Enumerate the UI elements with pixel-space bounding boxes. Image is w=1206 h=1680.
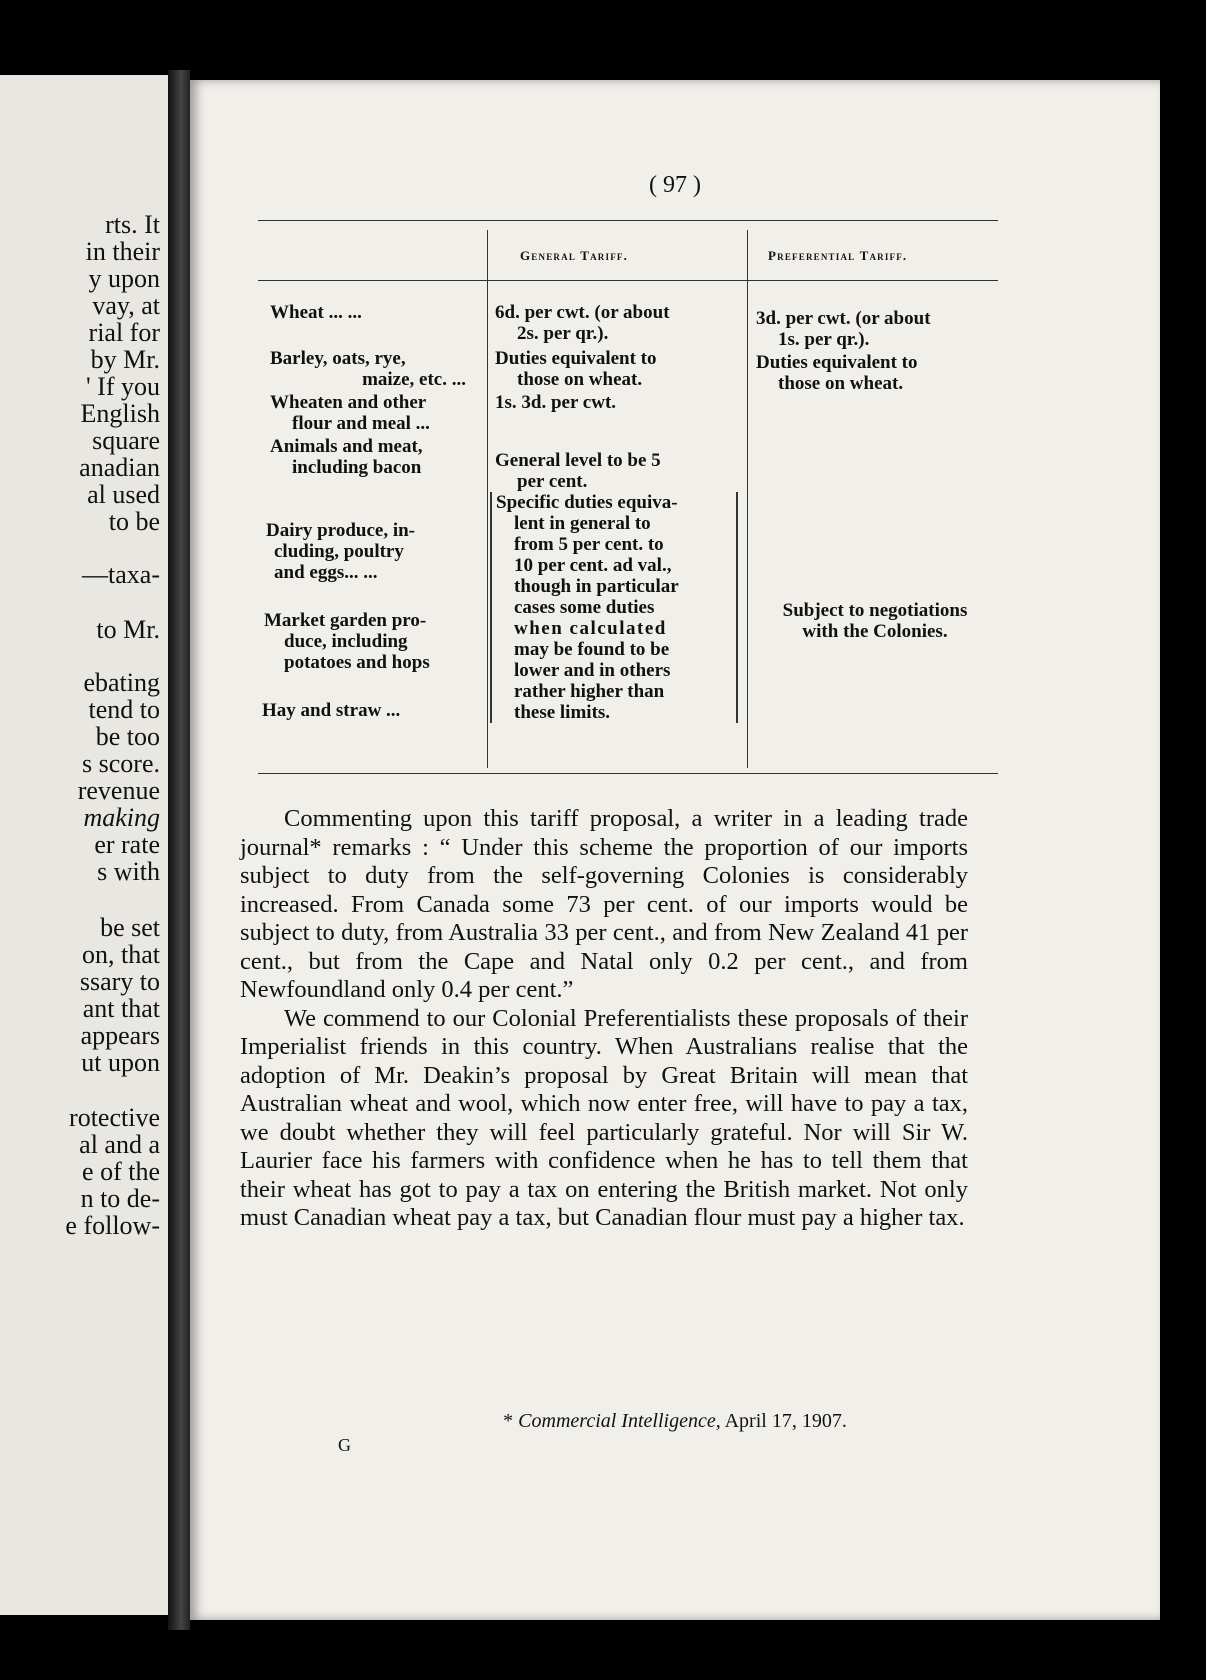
table-divider-2 (747, 230, 748, 768)
left-page-line: ut upon (81, 1048, 160, 1077)
left-page-line: —taxa- (82, 560, 160, 589)
left-page-line: s with (97, 857, 160, 886)
left-page-line: appears (80, 1021, 160, 1050)
general-flour: 1s. 3d. per cwt. (495, 392, 617, 413)
footnote (190, 1410, 1160, 1433)
left-page-line: vay, at (92, 291, 160, 320)
footnote-marker: * (503, 1410, 514, 1432)
footnote-date: April 17, 1907. (724, 1410, 847, 1432)
tariff-item-dairy: Dairy produce, in- cluding, poultry and eggs... ... (266, 520, 416, 583)
left-page-line: y upon (88, 264, 160, 293)
left-page-line: to Mr. (96, 615, 160, 644)
left-page-line: in their (85, 237, 160, 266)
left-page-line: s score. (82, 749, 160, 778)
general-animals: General level to be 5 per cent. (495, 450, 661, 492)
left-page-line: e follow- (65, 1211, 160, 1240)
left-page-line: tend to (88, 695, 160, 724)
left-page-line: ssary to (79, 967, 160, 996)
page-number: ( 97 ) (649, 172, 701, 198)
left-page-line: ebating (83, 668, 160, 697)
paragraph-commenting: Commenting upon this tariff proposal, a writer in a leading trade journal* remarks : “ Under this scheme the proportion of our imports subject to duty from the self-governing Colonies is considerably increased. From Canada some 73 per cent. of our imports would be subject to duty, from Australia 33 per cent., and from New Zealand 41 per cent., but from the Cape and Natal only 0.2 per cent., and from Newfoundland only 0.4 per cent.” (240, 805, 968, 1003)
paragraph-commend: We commend to our Colonial Preferentialists these proposals of their Imperialist friends in this country. When Australians realise that the adoption of Mr. Deakin’s proposal by Great Britain will mean that Australian wheat and wool, which now enter free, will have to pay a tax, we doubt whether they will feel particularly grateful. Nor will Sir W. Laurier face his farmers with confidence when he has to tell them that their wheat has got to pay a tax on entering the British market. Not only must Canadian wheat pay a tax, but Canadian flour must pay a higher tax. (240, 1004, 968, 1231)
footnote-source: Commercial Intelligence, (518, 1410, 721, 1432)
tariff-item-hay: Hay and straw ... (262, 700, 401, 721)
left-page-line: er rate (94, 830, 160, 859)
left-page-line: be too (95, 722, 160, 751)
left-page-line: rial for (88, 318, 160, 347)
general-barley: Duties equivalent to those on wheat. (495, 348, 657, 390)
left-page-line: al and a (79, 1130, 160, 1159)
general-specific-duties: Specific duties equiva- lent in general to from 5 per cent. to 10 per cent. ad val., though in particular cases some duties when calculated may be found to be lower and in others rather higher than these limits. (490, 492, 738, 723)
tariff-item-animals: Animals and meat, including bacon (270, 436, 423, 478)
right-page (190, 80, 1160, 1620)
left-page-line: to be (108, 507, 160, 536)
left-page-line: ant that (82, 994, 160, 1023)
tariff-item-barley: Barley, oats, rye, maize, etc. ... (270, 348, 466, 390)
tariff-item-market-garden: Market garden pro- duce, including potatoes and hops (264, 610, 430, 673)
left-page-line: e of the (82, 1157, 160, 1186)
left-page-line: square (92, 426, 160, 455)
left-page-fragment (0, 75, 174, 1615)
table-divider-1 (487, 230, 488, 768)
book-gutter (168, 70, 190, 1630)
table-top-rule (258, 220, 998, 221)
column-header-general: General Tariff. (520, 248, 629, 263)
left-page-line: rotective (69, 1103, 160, 1132)
left-page-line: making (83, 803, 160, 832)
table-bottom-rule (258, 773, 998, 774)
left-page-line: ' If you (85, 372, 160, 401)
left-page-line: n to de- (80, 1184, 160, 1213)
left-page-line: be set (100, 913, 160, 942)
preferential-wheat: 3d. per cwt. (or about 1s. per qr.). (756, 308, 931, 350)
left-page-line: English (80, 399, 160, 428)
preferential-barley: Duties equivalent to those on wheat. (756, 352, 918, 394)
tariff-item-flour: Wheaten and other flour and meal ... (270, 392, 430, 434)
signature-mark: G (338, 1435, 351, 1455)
left-page-line: al used (87, 480, 160, 509)
tariff-item-wheat: Wheat ... ... (270, 302, 362, 323)
column-header-preferential: Preferential Tariff. (768, 248, 908, 263)
preferential-negotiations: Subject to negotiations with the Colonies. (782, 600, 968, 642)
left-page-line: on, that (82, 940, 160, 969)
left-page-line: revenue (77, 776, 160, 805)
left-page-line: rts. It (105, 210, 160, 239)
general-wheat: 6d. per cwt. (or about 2s. per qr.). (495, 302, 670, 344)
table-header-rule (258, 280, 998, 281)
left-page-line: by Mr. (90, 345, 160, 374)
left-page-line: anadian (79, 453, 160, 482)
body-text (240, 805, 968, 1233)
